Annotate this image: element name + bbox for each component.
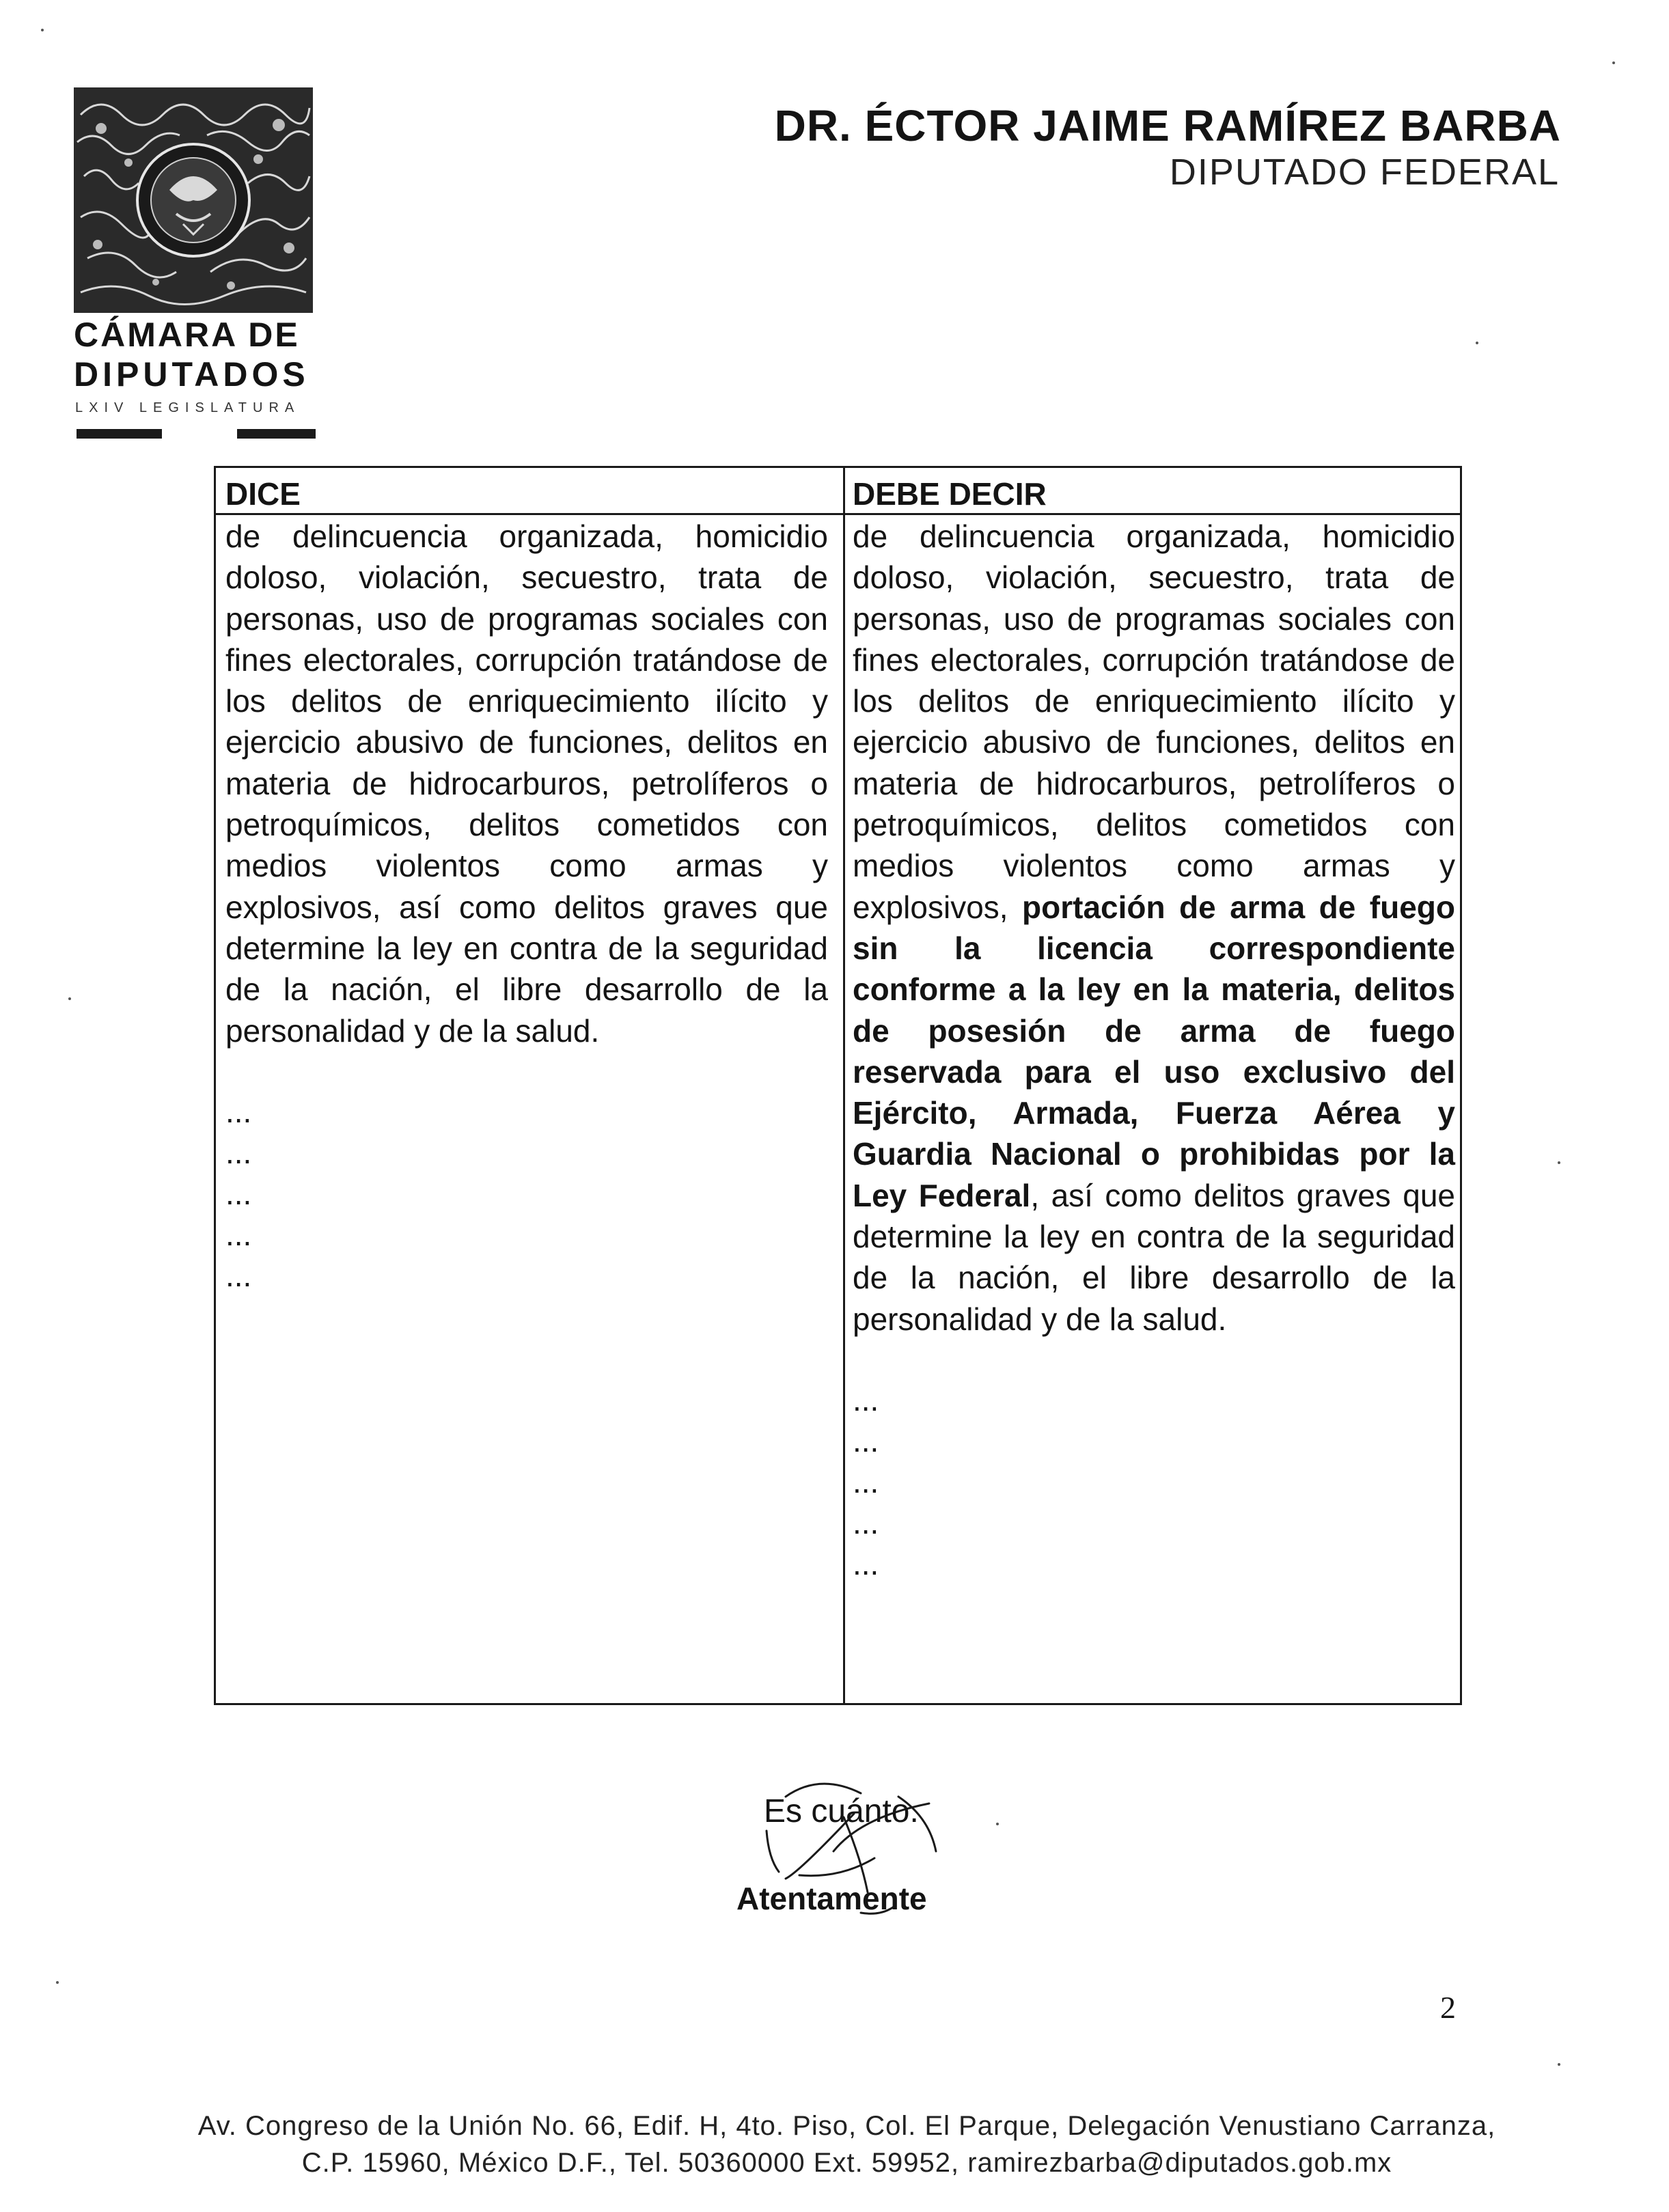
scan-speck <box>996 1823 999 1825</box>
debe-decir-ellipsis-list <box>853 1379 1455 1584</box>
dice-column <box>225 516 828 1296</box>
dice-text: de delincuencia organizada, homicidio doloso, violación, secuestro, trata de personas, uso de programas sociales con fines electorales, corrupción tratándose de los delitos de enriquecimiento ilícito y ejercicio abusivo de funciones, delitos en materia de hidrocarburos, petrolíferos o petroquímicos, delitos cometidos con medios violentos como armas y explosivos, así como delitos graves que determine la ley en contra de la seguridad de la nación, el libre desarrollo de la personalidad y de la salud. <box>225 519 828 1049</box>
sign-off: Atentamente <box>736 1881 927 1916</box>
scan-speck <box>68 997 71 1000</box>
ellipsis: ... <box>853 1463 879 1499</box>
debe-decir-column <box>853 516 1455 1584</box>
footer-contact: C.P. 15960, México D.F., Tel. 50360000 Ext. 59952, ramirezbarba@diputados.gob.mx <box>301 2148 1392 2178</box>
ellipsis: ... <box>225 1257 252 1293</box>
logo-text-diputados: DIPUTADOS <box>74 355 309 393</box>
scan-speck <box>1476 342 1478 344</box>
column-divider <box>843 468 845 1703</box>
chamber-emblem-logo <box>74 87 313 313</box>
page-number: 2 <box>1440 1990 1456 2025</box>
scan-speck <box>41 29 44 31</box>
logo-text-camara: CÁMARA DE <box>74 316 300 354</box>
ellipsis: ... <box>853 1504 879 1540</box>
ellipsis: ... <box>853 1381 879 1418</box>
ellipsis: ... <box>225 1093 252 1129</box>
column-header-dice: DICE <box>225 476 301 512</box>
debe-decir-text-before: de delincuencia organizada, homicidio doloso, violación, secuestro, trata de personas, uso de programas sociales con fines electorales, corrupción tratándose de los delitos de enriquecimiento ilícito y ejercicio abusivo de funciones, delitos en materia de hidrocarburos, petrolíferos o petroquímicos, delitos cometidos con medios violentos como armas y explosivos, <box>853 519 1455 925</box>
scan-speck <box>1558 2063 1560 2066</box>
closing-text: Es cuánto. <box>764 1793 919 1829</box>
ellipsis: ... <box>225 1175 252 1211</box>
footer-address: Av. Congreso de la Unión No. 66, Edif. H, 4to. Piso, Col. El Parque, Delegación Venustiano Carranza, <box>197 2111 1496 2141</box>
header-rule <box>216 513 1460 515</box>
dice-ellipsis-list <box>225 1091 828 1296</box>
logo-text-legislatura: LXIV LEGISLATURA <box>75 400 301 415</box>
scan-speck <box>1612 61 1615 64</box>
ellipsis: ... <box>225 1216 252 1252</box>
comparison-table <box>214 466 1462 1705</box>
deputy-title: DIPUTADO FEDERAL <box>1169 152 1560 193</box>
logo-bar-right <box>237 429 316 439</box>
scan-speck <box>1558 1161 1560 1164</box>
ellipsis: ... <box>853 1545 879 1581</box>
logo-bar-left <box>77 429 162 439</box>
scan-speck <box>56 1981 59 1984</box>
debe-decir-text <box>853 516 1455 1340</box>
column-header-debe-decir: DEBE DECIR <box>853 476 1047 512</box>
debe-decir-text-added: portación de arma de fuego sin la licencia correspondiente conforme a la ley en la materia, delitos de posesión de arma de fuego reservada para el uso exclusivo del Ejército, Armada, Fuerza Aérea y Guardia Nacional o prohibidas por la Ley Federal <box>853 889 1455 1213</box>
ellipsis: ... <box>225 1134 252 1170</box>
ellipsis: ... <box>853 1422 879 1458</box>
deputy-name: DR. ÉCTOR JAIME RAMÍREZ BARBA <box>774 101 1561 150</box>
debe-decir-text-after: , así como delitos graves que determine la ley en contra de la seguridad de la nación, el libre desarrollo de la personalidad y de la salud. <box>853 1177 1455 1337</box>
